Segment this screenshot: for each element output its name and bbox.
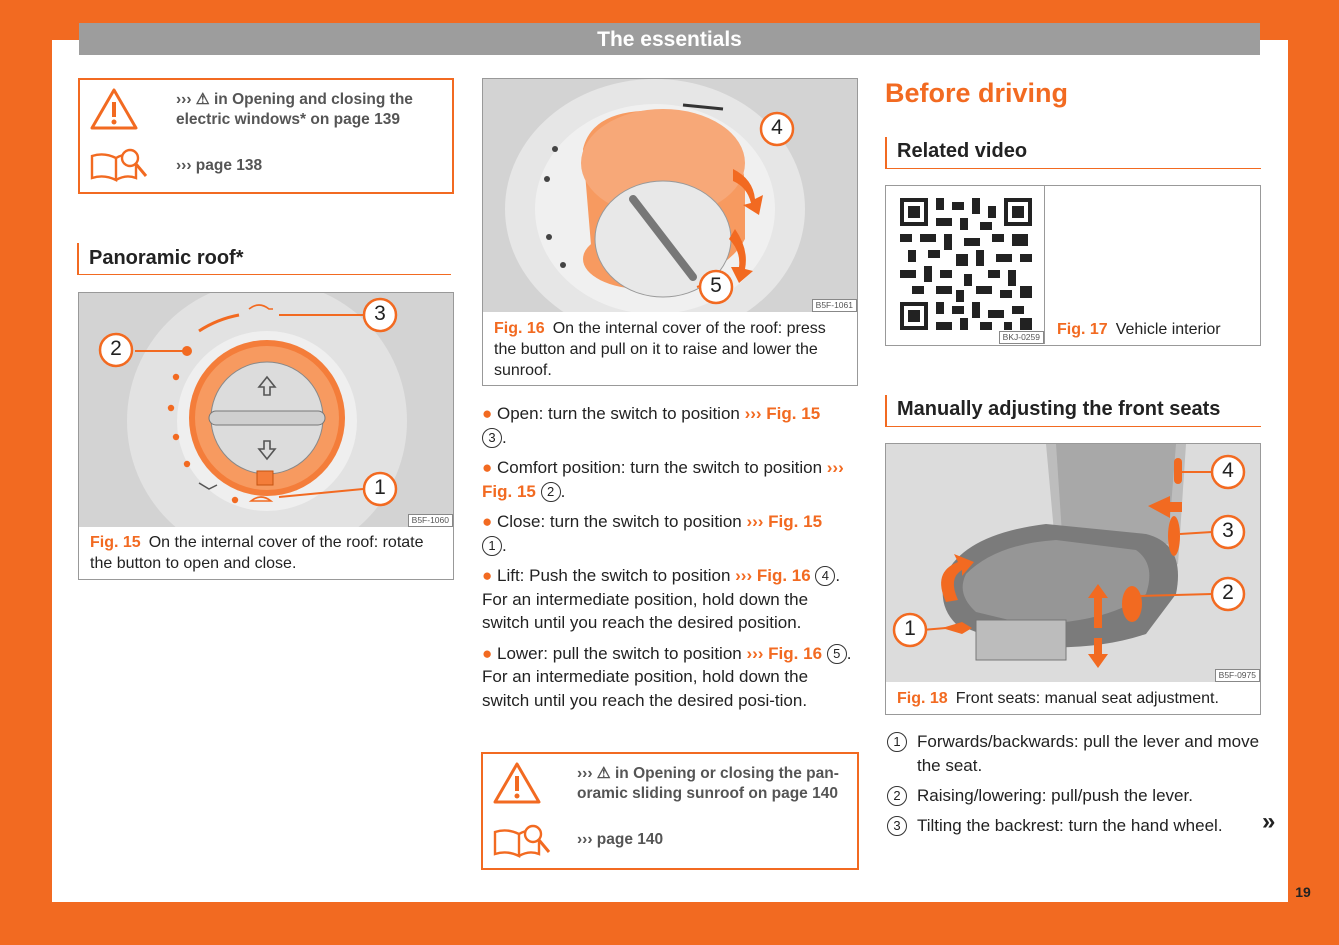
page-link[interactable]: ››› page 138 bbox=[176, 157, 263, 174]
bullet-text: Lift: Push the switch to position bbox=[497, 566, 736, 585]
bullet-end: . bbox=[502, 427, 507, 447]
figure-16-image bbox=[483, 79, 857, 312]
list-text: Tilting the backrest: turn the hand wheel. bbox=[917, 816, 1223, 835]
roof-instructions bbox=[482, 402, 858, 712]
figure-caption: On the internal cover of the roof: rotate the button to open and close. bbox=[90, 534, 424, 572]
bullet-open: ● Open: turn the switch to position ››› Fig. 15 3 . bbox=[482, 404, 821, 447]
figure-label: Fig. 17 bbox=[1057, 321, 1108, 338]
bullet-text: Comfort position: turn the switch to position bbox=[497, 458, 827, 477]
list-number: 2 bbox=[887, 786, 907, 806]
header-title: The essentials bbox=[597, 28, 742, 51]
section-header bbox=[79, 23, 1260, 55]
figure-caption: Vehicle interior bbox=[1115, 321, 1221, 338]
callout-label: 2 bbox=[1222, 581, 1234, 604]
book-search-icon bbox=[88, 146, 150, 184]
book-search-icon bbox=[491, 822, 553, 860]
list-text: Forwards/backwards: pull the lever and move the seat. bbox=[917, 732, 1260, 775]
front-seats-title: Manually adjusting the front seats bbox=[897, 398, 1221, 420]
figure-ref-link[interactable]: ››› Fig. 15 bbox=[482, 458, 844, 501]
bullet-lift: ● Lift: Push the switch to position ››› Fig. 16 4 . For an intermediate position, hold down the switch until you reach the desired position. bbox=[482, 566, 841, 632]
page-number: 19 bbox=[1295, 884, 1311, 900]
callout-label: 1 bbox=[374, 476, 386, 499]
bullet-comfort: ● Comfort position: turn the switch to position ››› Fig. 15 2 . bbox=[482, 458, 844, 501]
bullet-text: Lower: pull the switch to position bbox=[497, 643, 747, 663]
bullet-end: . bbox=[502, 535, 507, 555]
position-number: 1 bbox=[482, 536, 502, 556]
figure-label: Fig. 16 bbox=[494, 320, 545, 337]
panoramic-title: Panoramic roof* bbox=[89, 247, 244, 269]
figure-label: Fig. 18 bbox=[897, 690, 948, 707]
position-number: 3 bbox=[482, 428, 502, 448]
warning-text-line2[interactable]: electric windows* on page 139 bbox=[176, 111, 400, 128]
list-item bbox=[887, 814, 1267, 838]
section-heading bbox=[77, 243, 451, 275]
warning-icon bbox=[491, 760, 543, 806]
list-number: 1 bbox=[887, 732, 907, 752]
callout-label: 5 bbox=[710, 274, 722, 297]
figure-code: B5F-0975 bbox=[1215, 669, 1260, 682]
callout-label: 3 bbox=[1222, 519, 1234, 542]
qr-code-frame[interactable] bbox=[886, 186, 1045, 344]
figure-15-image bbox=[79, 293, 453, 527]
roof-knob-illustration bbox=[79, 293, 453, 527]
list-text: Raising/lowering: pull/push the lever. bbox=[917, 786, 1193, 805]
warning-text-line1[interactable]: ››› ⚠ in Opening and closing the bbox=[176, 91, 413, 108]
bullet-end: . For an intermediate position, hold down the switch until you reach the desired posi-tion. bbox=[482, 643, 852, 710]
figure-code: BKJ-0259 bbox=[999, 331, 1044, 344]
figure-17[interactable] bbox=[885, 185, 1261, 346]
list-item bbox=[887, 784, 1267, 808]
seat-adjust-list bbox=[887, 730, 1267, 838]
figure-code: B5F-1061 bbox=[812, 299, 857, 312]
figure-ref-link[interactable]: ››› Fig. 15 bbox=[746, 512, 823, 531]
figure-15 bbox=[78, 292, 454, 580]
figure-caption: On the internal cover of the roof: press the button and pull on it to raise and lower the sunroof. bbox=[494, 320, 826, 379]
figure-ref-link[interactable]: ››› Fig. 16 bbox=[735, 566, 811, 585]
bullet-close: ● Close: turn the switch to position ››› Fig. 15 1 . bbox=[482, 512, 823, 555]
list-number: 3 bbox=[887, 816, 907, 836]
callout-label: 4 bbox=[1222, 459, 1234, 482]
bullet-text: Open: turn the switch to position bbox=[497, 404, 745, 423]
related-video-title: Related video bbox=[897, 140, 1028, 162]
position-number: 5 bbox=[827, 644, 847, 664]
page-title: Before driving bbox=[885, 78, 1069, 108]
figure-18 bbox=[885, 443, 1261, 715]
section-heading bbox=[885, 395, 1261, 427]
roof-knob-pull-illustration bbox=[483, 79, 857, 312]
figure-16 bbox=[482, 78, 858, 386]
figure-code: B5F-1060 bbox=[408, 514, 453, 527]
qr-code-icon[interactable] bbox=[900, 198, 1032, 330]
list-item bbox=[887, 730, 1267, 778]
continue-mark: » bbox=[1262, 808, 1276, 835]
callout-label: 2 bbox=[110, 337, 122, 360]
warning-icon bbox=[88, 86, 140, 132]
callout-label: 4 bbox=[771, 116, 783, 139]
bullet-text: Close: turn the switch to position bbox=[497, 512, 747, 531]
warning-text-line2[interactable]: oramic sliding sunroof on page 140 bbox=[577, 785, 838, 802]
figure-caption: Front seats: manual seat adjustment. bbox=[955, 690, 1219, 707]
callout-label: 3 bbox=[374, 302, 386, 325]
figure-ref-link[interactable]: ››› Fig. 16 bbox=[746, 643, 823, 663]
bullet-lower: ● Lower: pull the switch to position ››› Fig. 16 5 . For an intermediate position, hold down the switch until you reach the desired posi-tion. bbox=[482, 643, 852, 710]
position-number: 4 bbox=[815, 566, 835, 586]
bullet-end: . For an intermediate position, hold down the switch until you reach the desired position. bbox=[482, 566, 841, 632]
warning-text-line1[interactable]: ››› ⚠ in Opening or closing the pan- bbox=[577, 765, 839, 782]
position-number: 2 bbox=[541, 482, 561, 502]
warning-box bbox=[481, 752, 859, 870]
page-link[interactable]: ››› page 140 bbox=[577, 831, 664, 848]
callout-label: 1 bbox=[904, 617, 916, 640]
section-heading bbox=[885, 137, 1261, 169]
figure-label: Fig. 15 bbox=[90, 534, 141, 551]
seat-illustration bbox=[886, 444, 1260, 682]
figure-18-image bbox=[886, 444, 1260, 682]
warning-box bbox=[78, 78, 454, 194]
bullet-end: . bbox=[560, 481, 566, 501]
figure-ref-link[interactable]: ››› Fig. 15 bbox=[744, 404, 821, 423]
